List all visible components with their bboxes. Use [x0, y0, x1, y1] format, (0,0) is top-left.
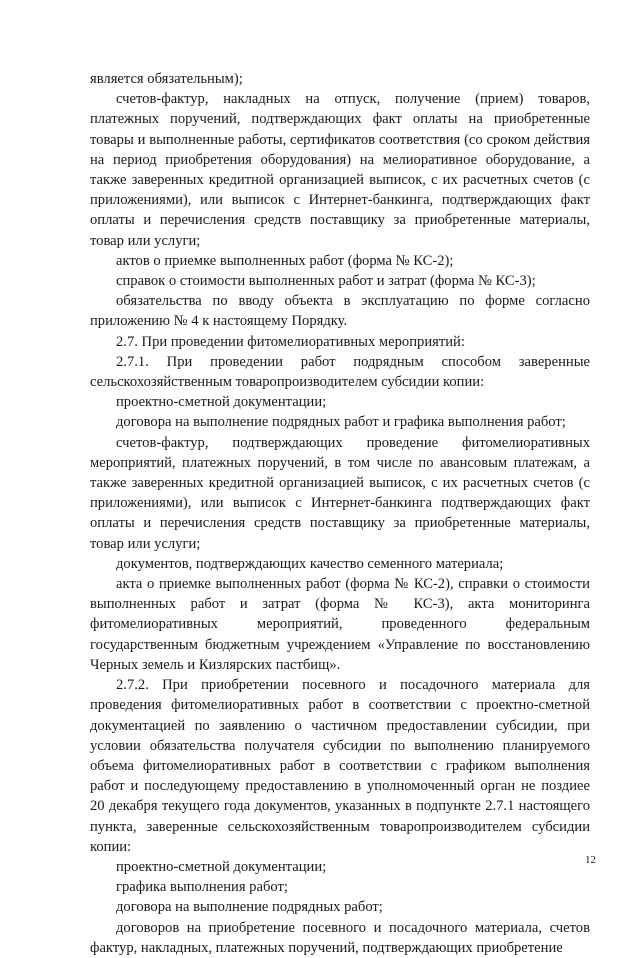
paragraph: проектно-сметной документации;: [116, 394, 327, 411]
page-number: 12: [585, 854, 596, 866]
document-body: [90, 69, 590, 958]
paragraph: 2.7.1. При проведении работ подрядным способом заверенные сельскохозяйственным товаропроизводителем субсидии копии:: [90, 353, 590, 391]
paragraph: является обязательным);: [90, 71, 243, 87]
paragraph: обязательства по вводу объекта в эксплуатацию по форме согласно приложению № 4 к настоящему Порядку.: [90, 293, 590, 330]
paragraph: акта о приемке выполненных работ (форма № КС-2), справки о стоимости выполненных работ и затрат (форма № КС-3), акта мониторинга фитомелиоративных мероприятий, проведенного федеральным государственным бюджетным учреждением «Управление по восстановлению Черных земель и Кизлярских пастбищ».: [90, 576, 590, 673]
section-heading: 2.7. При проведении фитомелиоративных мероприятий:: [116, 333, 465, 350]
paragraph: счетов-фактур, подтверждающих проведение фитомелиоративных мероприятий, платежных поручений, в том числе по авансовым платежам, а также заверенных кредитной организацией выписок, с их расчетных счетов (с приложениями), или выписок с Интернет-банкинга подтверждающих факт оплаты и перечисления средств поставщику за приобретенные материалы, товар или услуги;: [90, 434, 590, 552]
paragraph: документов, подтверждающих качество семенного материала;: [116, 555, 504, 572]
paragraph: 2.7.2. При приобретении посевного и посадочного материала для проведения фитомелиоративных работ в соответствии с проектно-сметной документацией по заявлению о частичном предоставлении субсидии, при условии обязательства получателя субсидии по выполнению планируемого объема фитомелиоративных работ в соответствии с графиком выполнения работ и последующему предоставлению в уполномоченный орган не поздиее 20 декабря текущего года документов, указанных в подпункте 2.7.1 настоящего пункта, заверенные сельскохозяйственным товаропроизводителем субсидии копии:: [90, 677, 590, 855]
paragraph: справок о стоимости выполненных работ и затрат (форма № КС-3);: [116, 273, 536, 290]
paragraph: договора на выполнение подрядных работ;: [116, 899, 383, 916]
paragraph: договоров на приобретение посевного и посадочного материала, счетов фактур, накладных, платежных поручений, подтверждающих приобретение: [90, 919, 590, 956]
paragraph: договора на выполнение подрядных работ и графика выполнения работ;: [116, 414, 566, 431]
paragraph: актов о приемке выполненных работ (форма № КС-2);: [116, 252, 454, 269]
paragraph: проектно-сметной документации;: [116, 858, 327, 875]
paragraph: графика выполнения работ;: [116, 879, 288, 896]
paragraph: счетов-фактур, накладных на отпуск, получение (прием) товаров, платежных поручений, подтверждающих факт оплаты на приобретенные товары и выполненные работы, сертификатов соответствия (со сроком действия на период приобретения оборудования) на мелиоративное оборудование, а также заверенных кредитной организацией выписок, с их расчетных счетов (с приложениями), или выписок с Интернет-банкинга, подтверждающих факт оплаты и перечисления средств поставщику за приобретенные материалы, товар или услуги;: [90, 91, 590, 249]
